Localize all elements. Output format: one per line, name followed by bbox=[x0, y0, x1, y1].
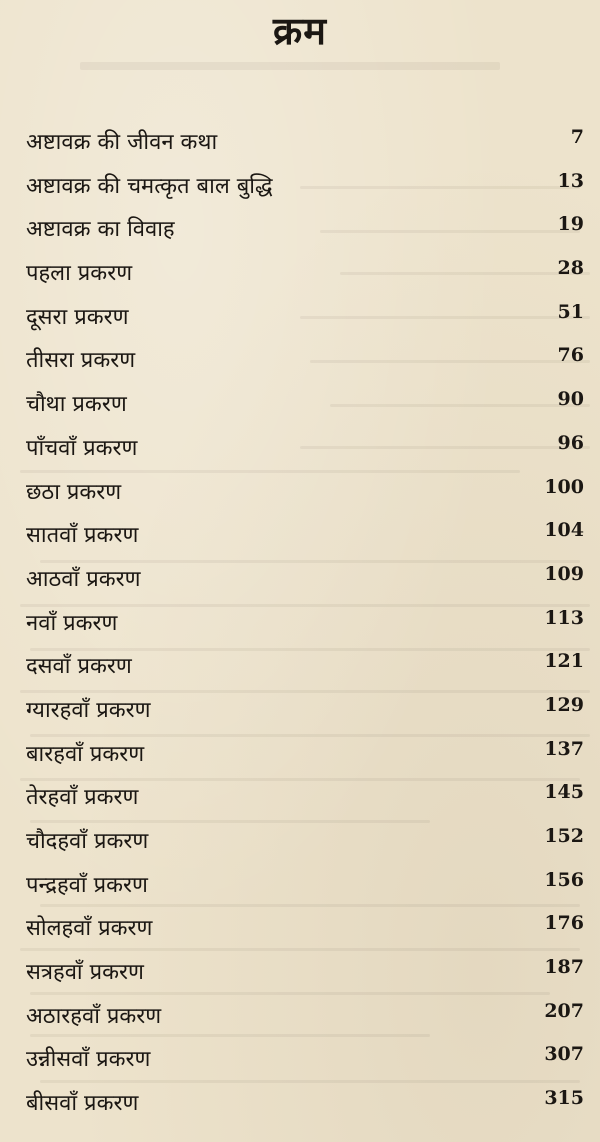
toc-entry-page-number: 137 bbox=[544, 737, 584, 760]
toc-entry[interactable] bbox=[0, 207, 600, 251]
toc-entry-title: सातवाँ प्रकरण bbox=[26, 523, 139, 549]
toc-entry-page-number: 13 bbox=[557, 169, 584, 192]
toc-entry-title: आठवाँ प्रकरण bbox=[26, 566, 141, 592]
toc-entry-page-number: 187 bbox=[544, 956, 584, 979]
toc-entry-title: ग्यारहवाँ प्रकरण bbox=[26, 697, 151, 723]
toc-entry[interactable] bbox=[0, 775, 600, 819]
toc-entry[interactable] bbox=[0, 688, 600, 732]
toc-entry-title: बारहवाँ प्रकरण bbox=[26, 741, 145, 767]
toc-entry-title: बीसवाँ प्रकरण bbox=[26, 1091, 139, 1117]
toc-entry-page-number: 28 bbox=[557, 257, 584, 280]
toc-entry-title: सत्रहवाँ प्रकरण bbox=[26, 960, 144, 986]
toc-entry-page-number: 19 bbox=[557, 213, 584, 236]
toc-entry-page-number: 96 bbox=[557, 431, 584, 454]
toc-entry-title: अठारहवाँ प्रकरण bbox=[26, 1003, 162, 1029]
toc-entry[interactable] bbox=[0, 1081, 600, 1125]
toc-entry[interactable] bbox=[0, 1037, 600, 1081]
toc-entry[interactable] bbox=[0, 470, 600, 514]
toc-entry-page-number: 152 bbox=[544, 825, 584, 847]
toc-entry[interactable] bbox=[0, 382, 600, 426]
toc-entry-title: पन्द्रहवाँ प्रकरण bbox=[26, 872, 148, 898]
toc-entry-title: छठा प्रकरण bbox=[26, 479, 122, 505]
toc-entry[interactable] bbox=[0, 426, 600, 470]
toc-entry-page-number: 145 bbox=[544, 781, 584, 804]
toc-entry-page-number: 100 bbox=[544, 475, 584, 498]
toc-entry-page-number: 104 bbox=[544, 519, 584, 542]
toc-entry-title: पहला प्रकरण bbox=[26, 261, 133, 287]
toc-entry-page-number: 76 bbox=[557, 344, 584, 367]
toc-entry[interactable] bbox=[0, 513, 600, 557]
toc-entry-page-number: 129 bbox=[544, 693, 584, 716]
toc-entry-title: अष्टावक्र की चमत्कृत बाल बुद्धि bbox=[26, 173, 273, 199]
toc-entry-page-number: 121 bbox=[544, 650, 584, 673]
toc-entry[interactable] bbox=[0, 251, 600, 295]
toc-entry-page-number: 315 bbox=[544, 1087, 584, 1110]
toc-entry-page-number: 90 bbox=[557, 388, 584, 411]
toc-entry-title: दूसरा प्रकरण bbox=[26, 304, 129, 330]
toc-entry-title: तेरहवाँ प्रकरण bbox=[26, 785, 139, 811]
toc-entry[interactable] bbox=[0, 644, 600, 688]
toc-entry-title: उन्नीसवाँ प्रकरण bbox=[26, 1047, 151, 1073]
toc-entry[interactable] bbox=[0, 295, 600, 339]
toc-entry[interactable] bbox=[0, 994, 600, 1038]
toc-entry-title: पाँचवाँ प्रकरण bbox=[26, 435, 138, 461]
page-title: क्रम bbox=[273, 9, 327, 53]
toc-entry-title: अष्टावक्र की जीवन कथा bbox=[26, 130, 218, 155]
toc-entry-page-number: 109 bbox=[544, 562, 584, 585]
toc-entry-page-number: 51 bbox=[557, 300, 584, 323]
toc-entry-page-number: 113 bbox=[544, 606, 584, 629]
toc-entry-title: नवाँ प्रकरण bbox=[26, 610, 118, 636]
toc-entry[interactable] bbox=[0, 906, 600, 950]
toc-entry-title: अष्टावक्र का विवाह bbox=[26, 217, 175, 243]
toc-entry[interactable] bbox=[0, 164, 600, 208]
toc-entry[interactable] bbox=[0, 819, 600, 863]
toc-entry[interactable] bbox=[0, 338, 600, 382]
toc-entry[interactable] bbox=[0, 950, 600, 994]
toc-entry-page-number: 176 bbox=[544, 912, 584, 935]
toc-entry-title: चौथा प्रकरण bbox=[26, 392, 127, 418]
toc-entry-page-number: 156 bbox=[544, 868, 584, 891]
toc-entry-page-number: 7 bbox=[570, 126, 584, 148]
toc-entry[interactable] bbox=[0, 557, 600, 601]
toc-entry-title: सोलहवाँ प्रकरण bbox=[26, 916, 153, 942]
toc-entry-page-number: 307 bbox=[544, 1043, 584, 1066]
toc-entry[interactable] bbox=[0, 732, 600, 776]
table-of-contents bbox=[0, 120, 600, 1125]
toc-entry-title: चौदहवाँ प्रकरण bbox=[26, 829, 149, 854]
toc-entry-title: दसवाँ प्रकरण bbox=[26, 654, 132, 680]
toc-entry[interactable] bbox=[0, 120, 600, 164]
toc-entry-title: तीसरा प्रकरण bbox=[26, 348, 136, 374]
toc-entry[interactable] bbox=[0, 863, 600, 907]
toc-entry[interactable] bbox=[0, 601, 600, 645]
toc-entry-page-number: 207 bbox=[544, 999, 584, 1022]
